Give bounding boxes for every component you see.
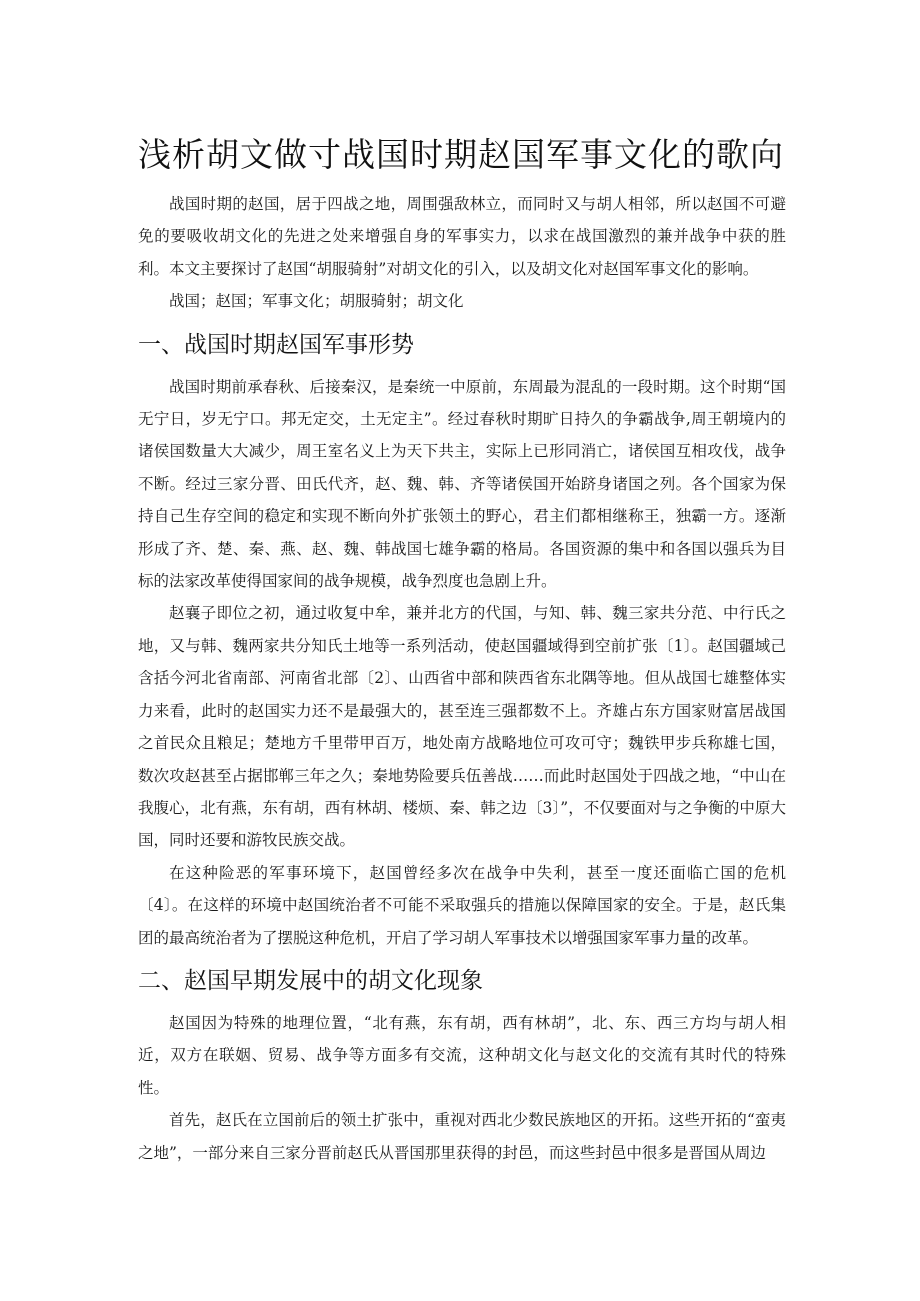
document-page [138,132,786,1169]
section-heading-2: 二、赵国早期发展中的胡文化现象 [138,967,483,994]
section-2-paragraph-2: 首先，赵氏在立国前后的领土扩张中，重视对西北少数民族地区的开拓。这些开拓的“蛮夷之地”，一部分来自三家分晋前赵氏从晋国那里获得的封邑，而这些封邑中很多是晋国从周边 [138,1111,786,1162]
abstract-paragraph: 战国时期的赵国，居于四战之地，周围强敌林立，而同时又与胡人相邻，所以赵国不可避免的要吸收胡文化的先进之处来增强自身的军事实力，以求在战国激烈的兼并战争中获的胜利。本文主要探讨了赵国“胡服骑射”对胡文化的引入，以及胡文化对赵国军事文化的影响。 [138,195,786,278]
section-1-paragraph-1: 战国时期前承春秋、后接秦汉，是秦统一中原前，东周最为混乱的一段时期。这个时期“国无宁日，岁无宁口。邦无定交，土无定主”。经过春秋时期旷日持久的争霸战争,周王朝境内的诸侯国数量大大减少，周王室名义上为天下共主，实际上已形同消亡，诸侯国互相攻伐，战争不断。经过三家分晋、田氏代齐，赵、魏、韩、齐等诸侯国开始跻身诸国之列。各个国家为保持自己生存空间的稳定和实现不断向外扩张领土的野心，君主们都相继称王，独霸一方。逐渐形成了齐、楚、秦、燕、赵、魏、韩战国七雄争霸的格局。各国资源的集中和各国以强兵为目标的法家改革使得国家间的战争规模，战争烈度也急剧上升。 [138,377,786,591]
document-title: 浅析胡文做寸战国时期赵国军事文化的歌向 [138,135,784,174]
keywords-line: 战国；赵国；军事文化；胡服骑射；胡文化 [169,292,464,311]
section-2-paragraph-1: 赵国因为特殊的地理位置，“北有燕，东有胡，西有林胡”，北、东、西三方均与胡人相近，双方在联姻、贸易、战争等方面多有交流，这种胡文化与赵文化的交流有其时代的特殊性。 [138,1013,786,1097]
section-heading-1: 一、战国时期赵国军事形势 [138,331,414,358]
section-1-paragraph-3: 在这种险恶的军事环境下，赵国曾经多次在战争中失利，甚至一度还面临亡国的危机〔4〕。在这样的环境中赵国统治者不可能不采取强兵的措施以保障国家的安全。于是，赵氏集团的最高统治者为了摆脱这种危机，开启了学习胡人军事技术以增强国家军事力量的改革。 [138,863,786,947]
section-1-paragraph-2: 赵襄子即位之初，通过收复中牟，兼并北方的代国，与知、韩、魏三家共分范、中行氏之地，又与韩、魏两家共分知氏土地等一系列活动，使赵国疆域得到空前扩张〔1〕。赵国疆域己含括今河北省南部、河南省北部〔2〕、山西省中部和陕西省东北隅等地。但从战国七雄整体实力来看，此时的赵国实力还不是最强大的，甚至连三强都数不上。齐雄占东方国家财富居战国之首民众且粮足；楚地方千里带甲百万，地处南方战略地位可攻可守；魏铁甲步兵称雄七国，数次攻赵甚至占据邯郸三年之久；秦地势险要兵伍善战……而此时赵国处于四战之地，“中山在我腹心，北有燕，东有胡，西有林胡、楼烦、秦、韩之边〔3〕”，不仅要面对与之争衡的中原大国，同时还要和游牧民族交战。 [138,604,786,850]
